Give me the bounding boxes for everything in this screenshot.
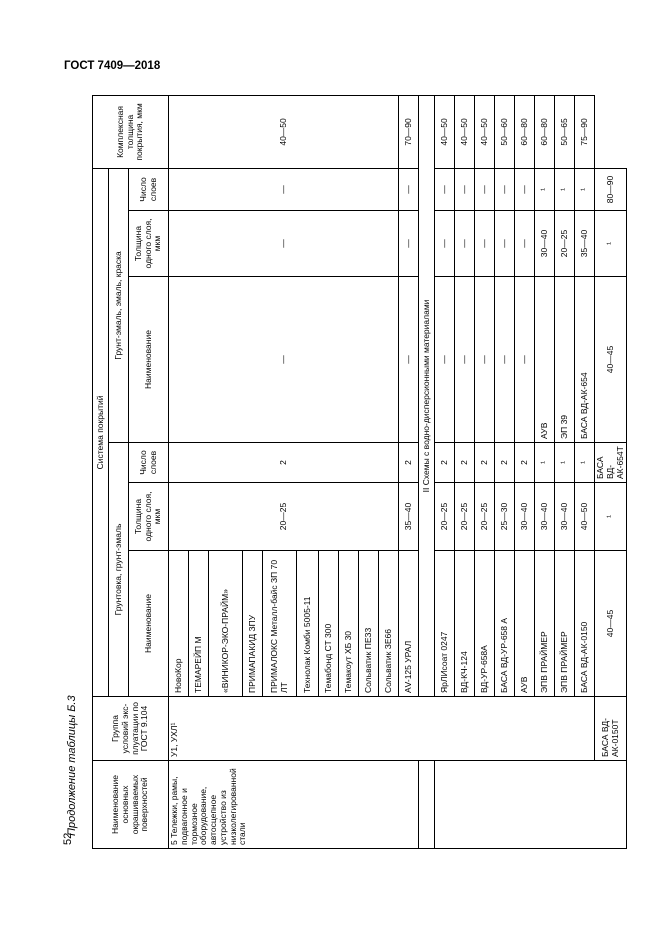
primer-layers: 2: [169, 443, 399, 483]
primer-name-header: Наименование: [129, 551, 169, 697]
primer-thick: 40—50: [575, 483, 595, 551]
primer-thick: 30—40: [535, 483, 555, 551]
primer-name: Сольватик ПЕЗ3: [359, 551, 379, 697]
enamel-layers: ¹: [555, 168, 575, 210]
enamel-layers: ¹: [575, 168, 595, 210]
total-thickness: 75—90: [575, 95, 595, 168]
enamel-thick: —: [515, 211, 535, 277]
primer-layers: ¹: [555, 443, 575, 483]
enamel-thick: —: [495, 211, 515, 277]
primer-thick: 35—40: [399, 483, 419, 551]
total-thickness: 60—80: [535, 95, 555, 168]
enamel-thick: —: [169, 211, 399, 277]
primer-name: Темакоут ХБ 30: [339, 551, 359, 697]
enamel-name: —: [455, 277, 475, 443]
enamel-thick: 35—40: [575, 211, 595, 277]
primer-name: НовоКор: [169, 551, 189, 697]
primer-name: БАСА ВД-УР-658 А: [495, 551, 515, 697]
primer-thick: 30—40: [515, 483, 535, 551]
primer-name: АУВ: [515, 551, 535, 697]
primer-layers: ¹: [575, 443, 595, 483]
primer-layers: 2: [435, 443, 455, 483]
primer-thick: 30—40: [555, 483, 575, 551]
system-header: Система покрытий: [93, 168, 109, 696]
enamel-thick: —: [435, 211, 455, 277]
primer-layers: 2: [515, 443, 535, 483]
condition-cell: У1, УХЛ¹: [169, 697, 595, 761]
col-condition-header: Группа условий экс-плуатации по ГОСТ 9.104: [93, 697, 169, 761]
total-thickness: 80—90: [595, 168, 627, 210]
primer-name: Технолак Комби 5005-11: [297, 551, 319, 697]
primer-layers: 2: [455, 443, 475, 483]
enamel-thick: 20—25: [555, 211, 575, 277]
enamel-header: Грунт-эмаль, эмаль, краска: [109, 168, 129, 442]
col-total-header: Комплексная толщина покрытия, мкм: [93, 95, 169, 168]
enamel-name: —: [399, 277, 419, 443]
enamel-name: ЭП 39: [555, 277, 575, 443]
primer-layers: ¹: [595, 483, 627, 551]
empty-cell: [419, 761, 435, 849]
enamel-layers: —: [495, 168, 515, 210]
enamel-layers-header: Число слоев: [129, 168, 169, 210]
enamel-layers: —: [515, 168, 535, 210]
primer-name: Сольватик ЗЕ66: [379, 551, 399, 697]
enamel-thick: 40—45: [595, 277, 627, 443]
enamel-thick-header: Толщина одного слоя, мкм: [129, 211, 169, 277]
primer-thick: 25—30: [495, 483, 515, 551]
page-number: 52: [62, 832, 74, 845]
document-header: ГОСТ 7409—2018: [64, 60, 161, 72]
enamel-name: —: [515, 277, 535, 443]
total-thickness: 40—50: [475, 95, 495, 168]
primer-name: ВД-УР-658А: [475, 551, 495, 697]
primer-name: Темабонд СТ 300: [319, 551, 339, 697]
primer-thick: 20—25: [169, 483, 399, 551]
enamel-thick: —: [399, 211, 419, 277]
enamel-name: АУВ: [535, 277, 555, 443]
enamel-thick: 30—40: [535, 211, 555, 277]
section-title: II Схемы с водно-дисперсионными материалами: [419, 95, 435, 696]
primer-name: ВД-КЧ-124: [455, 551, 475, 697]
primer-layers: ¹: [535, 443, 555, 483]
primer-layers: 2: [475, 443, 495, 483]
enamel-name: —: [169, 277, 399, 443]
enamel-name: —: [435, 277, 455, 443]
enamel-thick: —: [455, 211, 475, 277]
primer-name: «ВИНИКОР-ЭКО-ПРАЙМ»: [209, 551, 243, 697]
coating-systems-table: [92, 95, 627, 849]
enamel-layers: —: [399, 168, 419, 210]
empty-cell: [435, 761, 627, 849]
rotated-table-area: [92, 96, 625, 849]
primer-name: ПРИМАЛОКС Металл-байс ЗП 70 ЛТ: [263, 551, 297, 697]
primer-name: ПРИМАПАКИД ЗПУ: [243, 551, 263, 697]
primer-thick-header: Толщина одного слоя, мкм: [129, 483, 169, 551]
primer-layers: 2: [399, 443, 419, 483]
total-thickness: 40—50: [169, 95, 399, 168]
primer-name: ЭПВ ПРАЙМЕР: [535, 551, 555, 697]
enamel-layers: ¹: [595, 211, 627, 277]
total-thickness: 50—65: [555, 95, 575, 168]
primer-thick: 40—45: [595, 551, 627, 697]
enamel-name-header: Наименование: [129, 277, 169, 443]
primer-name: ЭПВ ПРАЙМЕР: [555, 551, 575, 697]
primer-layers: 2: [495, 443, 515, 483]
primer-name: БАСА ВД-АК-0150: [575, 551, 595, 697]
primer-thick: 20—25: [455, 483, 475, 551]
primer-name: АV-125 УРАЛ: [399, 551, 419, 697]
primer-header: Грунтовка, грунт-эмаль: [109, 443, 129, 697]
primer-name: ЯрЛИсоат 0247: [435, 551, 455, 697]
enamel-layers: —: [475, 168, 495, 210]
enamel-name: —: [475, 277, 495, 443]
enamel-layers: ¹: [535, 168, 555, 210]
total-thickness: 50—60: [495, 95, 515, 168]
table-caption: Продолжение таблицы Б.3: [66, 695, 78, 836]
enamel-layers: —: [435, 168, 455, 210]
total-thickness: 60—80: [515, 95, 535, 168]
table-frame: [92, 96, 625, 849]
total-thickness: 40—50: [455, 95, 475, 168]
enamel-layers: —: [455, 168, 475, 210]
enamel-name: БАСА ВД-АК-654Т: [595, 443, 627, 483]
col-surface-header: Наименование основных окрашиваемых поверхностей: [93, 761, 169, 849]
enamel-layers: —: [169, 168, 399, 210]
primer-layers-header: Число слоев: [129, 443, 169, 483]
primer-thick: 20—25: [475, 483, 495, 551]
primer-thick: 20—25: [435, 483, 455, 551]
total-thickness: 40—50: [435, 95, 455, 168]
enamel-thick: —: [475, 211, 495, 277]
enamel-name: —: [495, 277, 515, 443]
primer-name: ТЕМАРЕЙП М: [189, 551, 209, 697]
total-thickness: 70—90: [399, 95, 419, 168]
surface-cell: 5 Тележки, рамы, подвагонное и тормозное оборудование, автосцепное устройство из низколегированной стали: [169, 761, 419, 849]
enamel-name: БАСА ВД-АК-654: [575, 277, 595, 443]
primer-name: БАСА ВД-АК-0150Т: [595, 697, 627, 761]
